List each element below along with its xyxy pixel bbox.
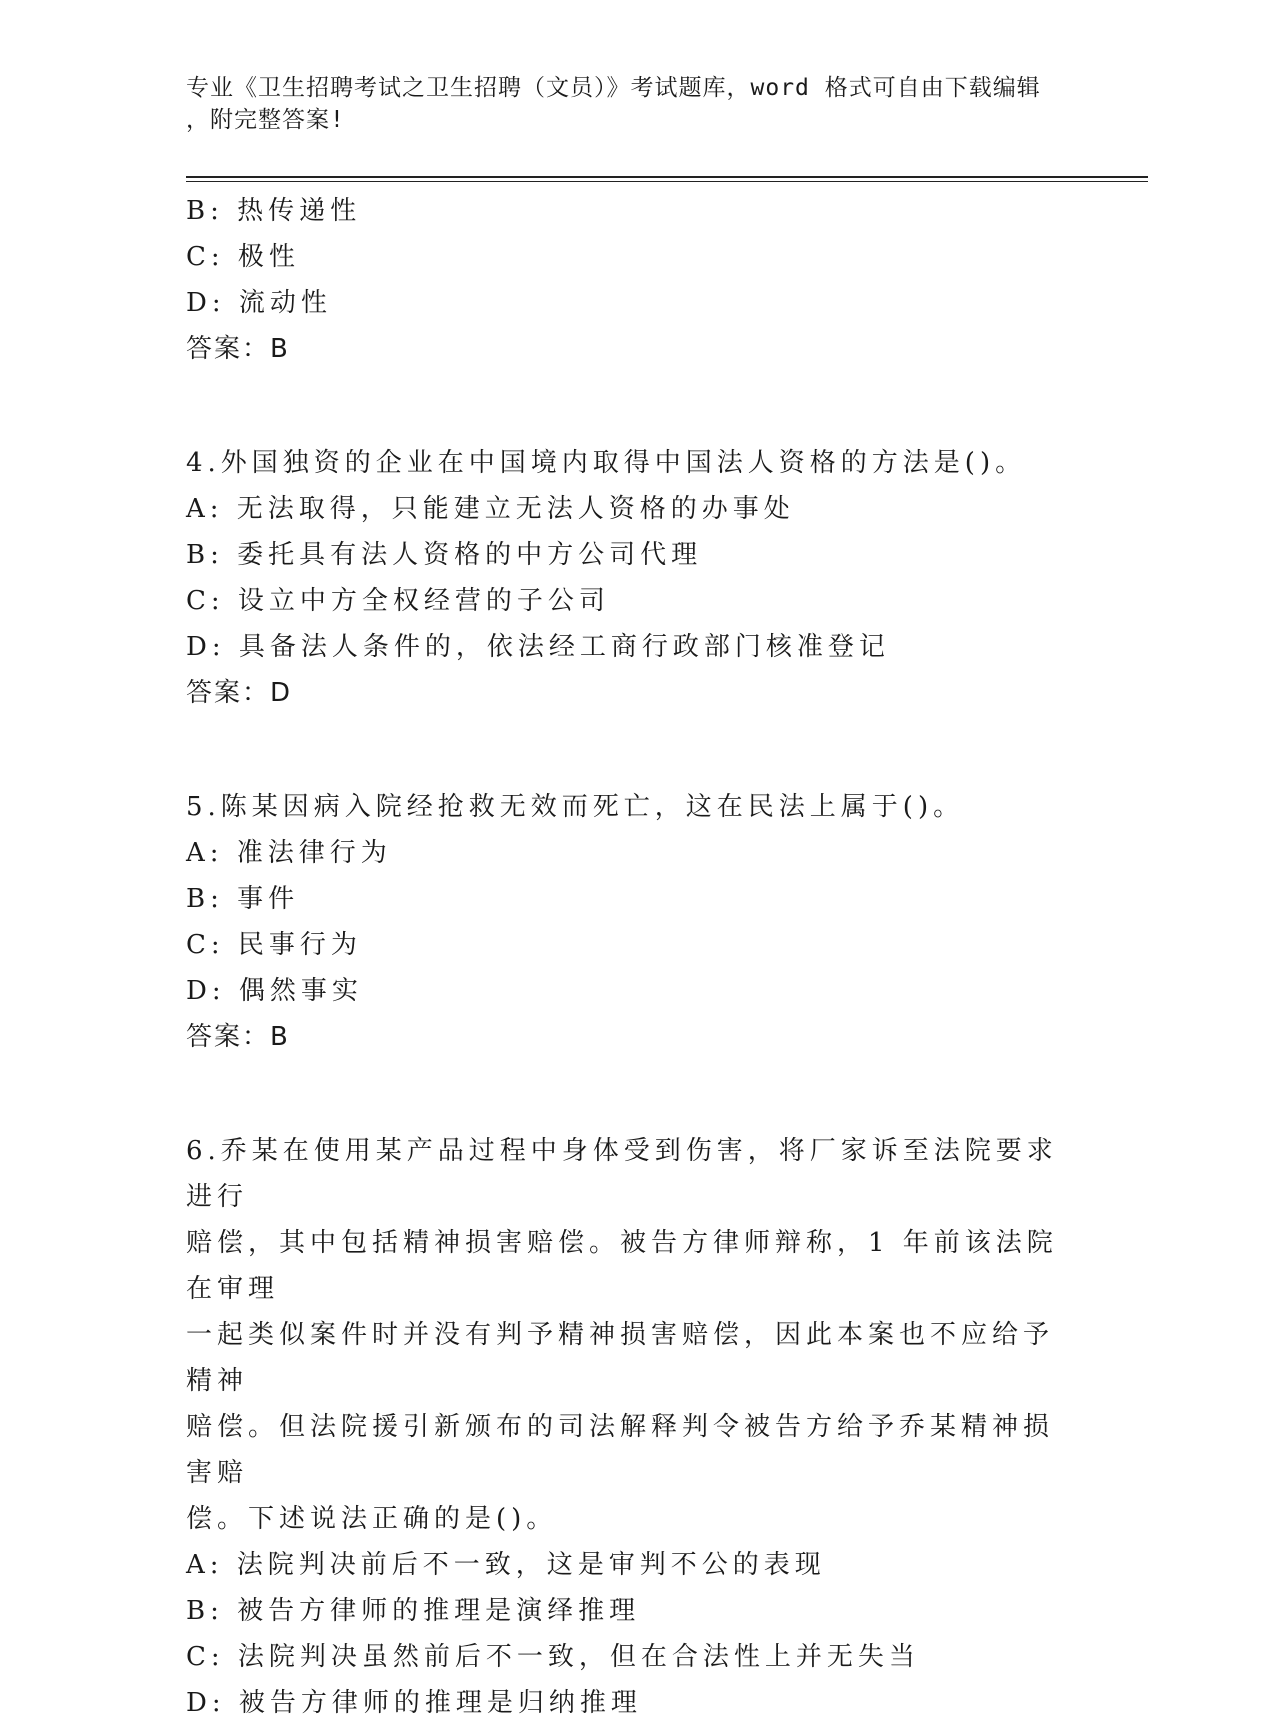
option-b: B: 热传递性: [186, 196, 362, 226]
question-stem: 4.外国独资的企业在中国境内取得中国法人资格的方法是()。: [186, 448, 1027, 478]
option-d: D: 具备法人条件的，依法经工商行政部门核准登记: [186, 632, 890, 662]
option-b: B: 事件: [186, 884, 300, 914]
answer: 答案：D: [186, 678, 293, 708]
stem-line: 赔偿。但法院援引新颁布的司法解释判令被告方给予乔某精神损害赔: [186, 1412, 1055, 1488]
option-b: B: 委托具有法人资格的中方公司代理: [186, 540, 703, 570]
answer: 答案：B: [186, 1022, 290, 1052]
option-c: C: 设立中方全权经营的子公司: [186, 586, 610, 616]
question-5: [186, 784, 1086, 1060]
stem-line: 一起类似案件时并没有判予精神损害赔偿，因此本案也不应给予精神: [186, 1320, 1055, 1396]
option-a: A: 法院判决前后不一致，这是审判不公的表现: [186, 1550, 826, 1580]
header-line-2: ，附完整答案!: [186, 107, 345, 133]
option-b: B: 被告方律师的推理是演绎推理: [186, 1596, 641, 1626]
option-a: A: 准法律行为: [186, 838, 392, 868]
answer: 答案：B: [186, 334, 290, 364]
header-line-1: 专业《卫生招聘考试之卫生招聘（文员）》考试题库，word 格式可自由下载编辑: [186, 75, 1041, 101]
question-stem: [186, 1128, 1076, 1542]
header-divider-thin: [186, 181, 1148, 182]
option-c: C: 法院判决虽然前后不一致，但在合法性上并无失当: [186, 1642, 920, 1672]
question-3: [186, 188, 1086, 372]
option-d: D: 偶然事实: [186, 976, 363, 1006]
document-header: [186, 72, 1086, 136]
option-c: C: 极性: [186, 242, 300, 272]
option-a: A: 无法取得，只能建立无法人资格的办事处: [186, 494, 795, 524]
stem-line: 6.乔某在使用某产品过程中身体受到伤害，将厂家诉至法院要求进行: [186, 1136, 1058, 1212]
spacer: [186, 372, 1086, 440]
question-4: [186, 440, 1086, 716]
spacer: [186, 1060, 1086, 1128]
option-c: C: 民事行为: [186, 930, 362, 960]
stem-line: 偿。下述说法正确的是()。: [186, 1504, 558, 1534]
question-list: [186, 188, 1086, 1726]
question-6: [186, 1128, 1086, 1726]
header-divider-thick: [186, 176, 1148, 178]
question-stem: 5.陈某因病入院经抢救无效而死亡，这在民法上属于()。: [186, 792, 965, 822]
stem-line: 赔偿，其中包括精神损害赔偿。被告方律师辩称，1 年前该法院在审理: [186, 1228, 1058, 1304]
option-d: D: 流动性: [186, 288, 332, 318]
option-d: D: 被告方律师的推理是归纳推理: [186, 1688, 642, 1718]
spacer: [186, 716, 1086, 784]
